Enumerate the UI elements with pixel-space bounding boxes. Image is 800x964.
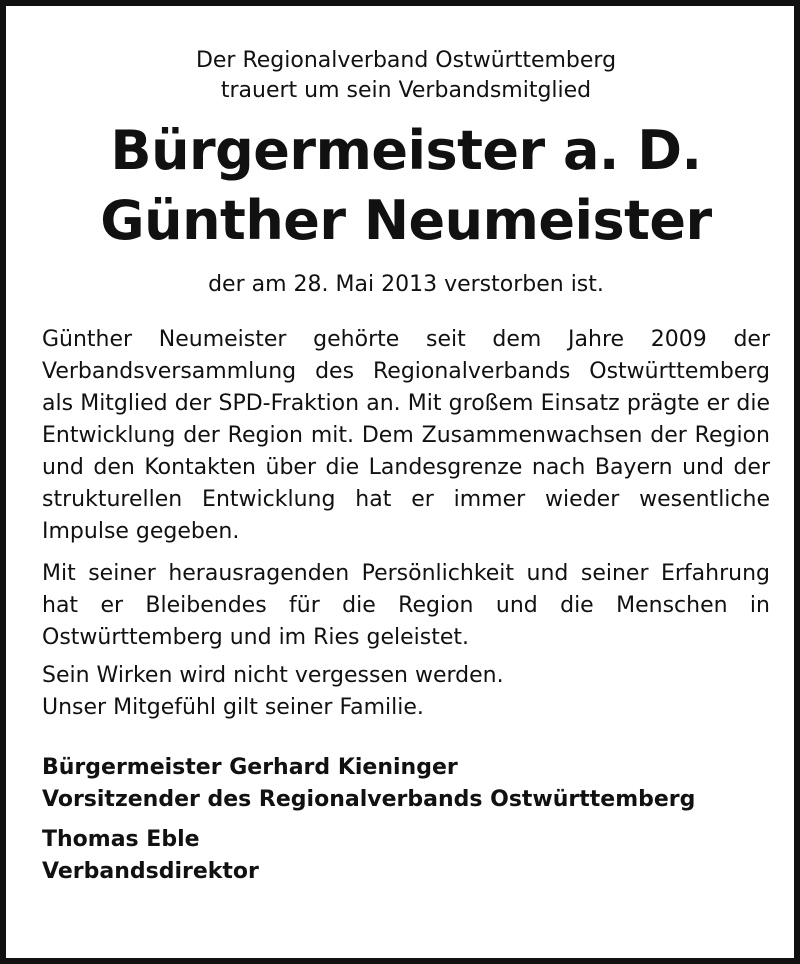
signatory-role: Verbandsdirektor [42, 859, 259, 884]
obituary-content [42, 46, 770, 888]
header [42, 46, 770, 106]
deceased-name: Günther Neumeister [100, 189, 712, 252]
condolence-line-1: Sein Wirken wird nicht vergessen werden. [42, 663, 504, 688]
signatory-2 [42, 824, 770, 888]
deceased-name-block [42, 116, 770, 256]
header-line-organization: Der Regionalverband Ostwürttemberg [195, 48, 617, 73]
signatory-name: Bürgermeister Gerhard Kieninger [42, 755, 458, 780]
signatory-name: Thomas Eble [42, 827, 200, 852]
condolence-block [42, 660, 770, 724]
death-date-line: der am 28. Mai 2013 verstorben ist. [208, 272, 604, 297]
signatory-role: Vorsitzender des Regionalverbands Ostwürttemberg [42, 787, 696, 812]
tribute-paragraph-2: Mit seiner herausragenden Persönlichkeit und seiner Erfahrung hat er Bleibendes für die Region und die Menschen in Ostwürttemberg und im Ries geleistet. [42, 561, 770, 650]
signatory-1 [42, 752, 770, 816]
deceased-title: Bürgermeister a. D. [110, 119, 702, 182]
tribute-paragraph-1: Günther Neumeister gehörte seit dem Jahre 2009 der Verbandsversammlung des Regionalverbands Ostwürttemberg als Mitglied der SPD-Fraktion an. Mit großem Einsatz prägte er die Entwicklung der Region mit. Dem Zusammenwachsen der Region und den Kontakten über die Landesgrenze nach Bayern und der strukturellen Entwicklung hat er immer wieder wesentliche Impulse gegeben. [42, 327, 770, 544]
header-line-mourning: trauert um sein Verbandsmitglied [220, 78, 592, 103]
condolence-line-2: Unser Mitgefühl gilt seiner Familie. [42, 695, 424, 720]
